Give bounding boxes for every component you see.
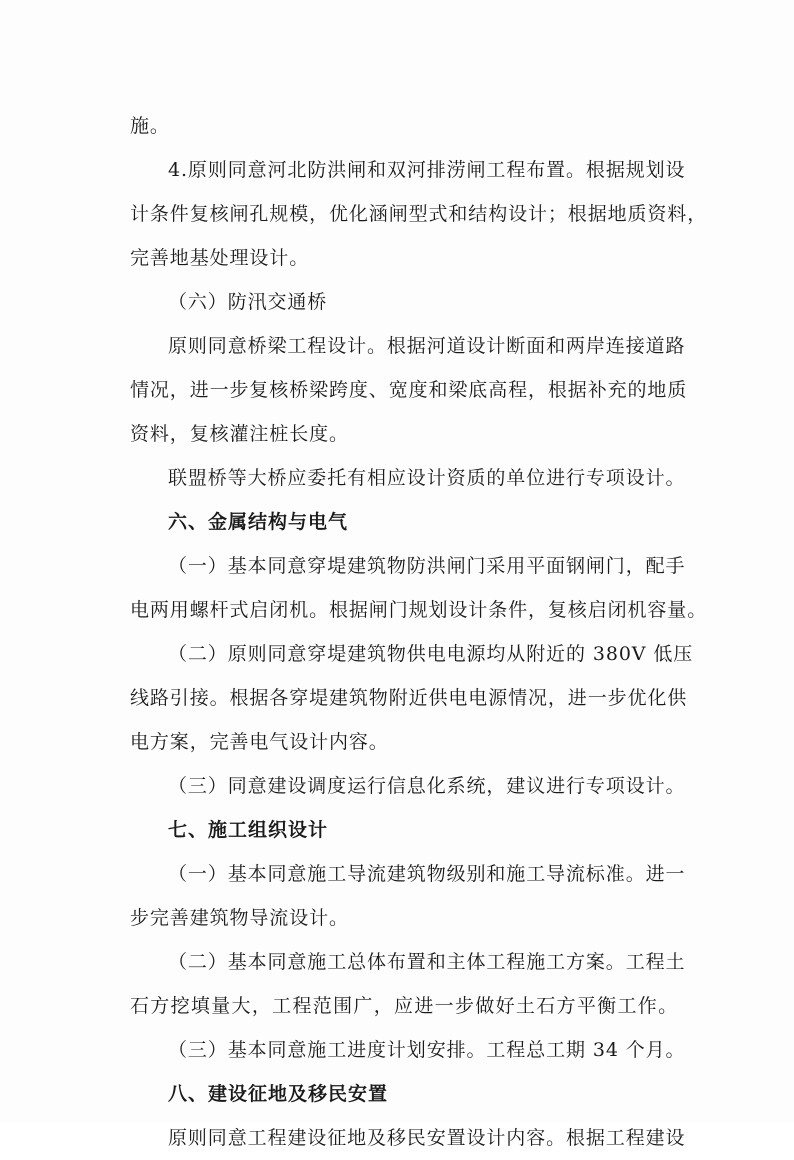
text-line: 石方挖填量大，工程范围广，应进一步做好土石方平衡工作。 <box>130 995 678 1017</box>
text-line: 原则同意桥梁工程设计。根据河道设计断面和两岸连接道路 <box>168 335 686 357</box>
text-line: 电两用螺杆式启闭机。根据闸门规划设计条件，复核启闭机容量。 <box>130 599 708 621</box>
subsection-heading: （六）防汛交通桥 <box>168 291 328 313</box>
text-line: （三）同意建设调度运行信息化系统，建议进行专项设计。 <box>168 775 686 797</box>
text-line: 步完善建筑物导流设计。 <box>130 907 349 929</box>
text-line: （一）基本同意穿堤建筑物防洪闸门采用平面钢闸门，配手 <box>168 555 686 577</box>
text-line: 电方案，完善电气设计内容。 <box>130 731 389 753</box>
text-line: 联盟桥等大桥应委托有相应设计资质的单位进行专项设计。 <box>168 467 686 489</box>
text-line: 完善地基处理设计。 <box>130 247 310 269</box>
section-heading: 七、施工组织设计 <box>168 819 329 841</box>
text-line: （二）基本同意施工总体布置和主体工程施工方案。工程土 <box>168 951 686 973</box>
text-line: 线路引接。根据各穿堤建筑物附近供电电源情况，进一步优化供 <box>130 687 688 709</box>
text-line: （一）基本同意施工导流建筑物级别和施工导流标准。进一 <box>168 863 686 885</box>
text-line: 原则同意工程建设征地及移民安置设计内容。根据工程建设 <box>168 1127 686 1149</box>
section-heading: 六、金属结构与电气 <box>168 511 349 533</box>
section-heading: 八、建设征地及移民安置 <box>168 1083 389 1105</box>
text-line: 资料，复核灌注桩长度。 <box>130 423 349 445</box>
text-line: 施。 <box>130 115 170 137</box>
text-line: （三）基本同意施工进度计划安排。工程总工期 34 个月。 <box>168 1039 686 1061</box>
text-line: 4.原则同意河北防洪闸和双河排涝闸工程布置。根据规划设 <box>168 159 686 181</box>
text-line: 情况，进一步复核桥梁跨度、宽度和梁底高程，根据补充的地质 <box>130 379 688 401</box>
text-line: 计条件复核闸孔规模，优化涵闸型式和结构设计；根据地质资料， <box>130 203 708 225</box>
document-body <box>130 104 708 1160</box>
text-line: （二）原则同意穿堤建筑物供电电源均从附近的 380V 低压 <box>168 643 694 665</box>
